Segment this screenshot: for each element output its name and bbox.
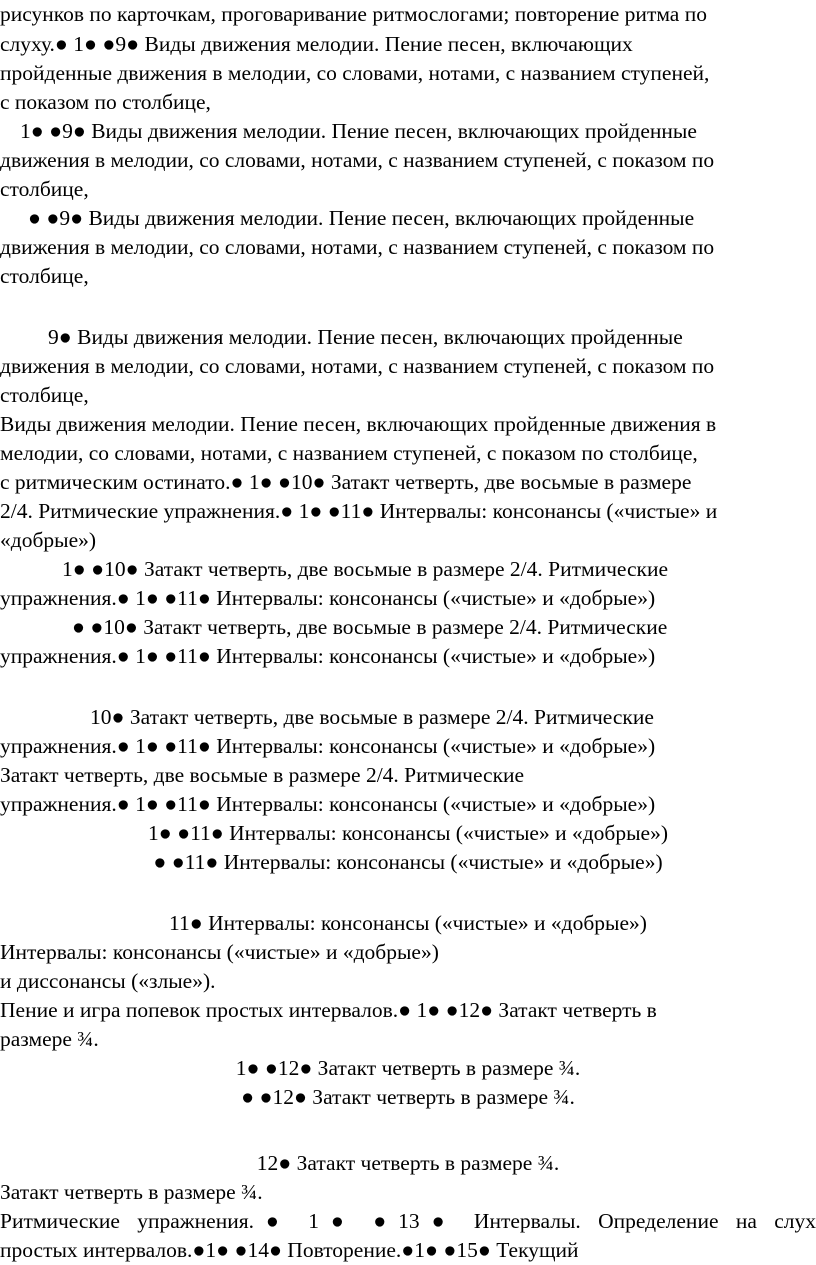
text-line-8: ● ●9● Виды движения мелодии. Пение песен, включающих пройденные — [28, 206, 695, 230]
text-line-39: простых интервалов.●1● ●14● Повторение.●1● ●15● Текущий — [0, 1238, 579, 1262]
text-line-26: упражнения.● 1● ●11● Интервалы: консонансы («чистые» и «добрые») — [0, 792, 656, 816]
text-line-30: Интервалы: консонансы («чистые» и «добрые») — [0, 940, 439, 964]
text-line-24: упражнения.● 1● ●11● Интервалы: консонансы («чистые» и «добрые») — [0, 734, 656, 758]
text-line-19: 1● ●10● Затакт четверть, две восьмые в размере 2/4. Ритмические — [62, 557, 669, 581]
text-line-35: ● ●12● Затакт четверть в размере ¾. — [241, 1085, 575, 1109]
text-line-11: 9● Виды движения мелодии. Пение песен, включающих пройденные — [48, 325, 683, 349]
text-line-20: упражнения.● 1● ●11● Интервалы: консонансы («чистые» и «добрые») — [0, 586, 656, 610]
text-line-1: рисунков по карточкам, проговаривание ритмослогами; повторение ритма по — [0, 2, 707, 26]
text-line-7: столбице, — [0, 177, 89, 201]
text-line-32: Пение и игра попевок простых интервалов.● 1● ●12● Затакт четверть в — [0, 998, 657, 1022]
text-line-16: с ритмическим остинато.● 1● ●10● Затакт четверть, две восьмые в размере — [0, 470, 692, 494]
text-line-10: столбице, — [0, 264, 89, 288]
text-line-33: размере ¾. — [0, 1027, 99, 1051]
text-line-14: Виды движения мелодии. Пение песен, включающих пройденные движения в — [0, 412, 717, 436]
text-line-27: 1● ●11● Интервалы: консонансы («чистые» и «добрые») — [147, 821, 668, 845]
text-line-3: пройденные движения в мелодии, со словами, нотами, с названием ступеней, — [0, 61, 710, 85]
text-line-25: Затакт четверть, две восьмые в размере 2/4. Ритмические — [0, 763, 525, 787]
text-line-15: мелодии, со словами, нотами, с названием ступеней, с показом по столбице, — [0, 441, 698, 465]
text-line-13: столбице, — [0, 383, 89, 407]
text-line-21: ● ●10● Затакт четверть, две восьмые в размере 2/4. Ритмические — [72, 615, 668, 639]
text-line-9: движения в мелодии, со словами, нотами, с названием ступеней, с показом по — [0, 235, 715, 259]
text-line-18: «добрые») — [0, 528, 97, 552]
text-line-12: движения в мелодии, со словами, нотами, с названием ступеней, с показом по — [0, 354, 715, 378]
text-line-23: 10● Затакт четверть, две восьмые в размере 2/4. Ритмические — [90, 705, 654, 729]
text-line-5: 1● ●9● Виды движения мелодии. Пение песен, включающих пройденные — [20, 119, 697, 143]
text-line-31: и диссонансы («злые»). — [0, 969, 216, 993]
text-line-28: ● ●11● Интервалы: консонансы («чистые» и «добрые») — [153, 850, 663, 874]
text-line-34: 1● ●12● Затакт четверть в размере ¾. — [235, 1056, 581, 1080]
text-line-22: упражнения.● 1● ●11● Интервалы: консонансы («чистые» и «добрые») — [0, 644, 656, 668]
text-line-38: Ритмические упражнения.● 1● ●13● Интервалы. Определение на слух — [0, 1209, 816, 1233]
text-line-17: 2/4. Ритмические упражнения.● 1● ●11● Интервалы: консонансы («чистые» и — [0, 499, 718, 523]
text-line-29: 11● Интервалы: консонансы («чистые» и «добрые») — [169, 911, 647, 935]
text-line-37: Затакт четверть в размере ¾. — [0, 1180, 263, 1204]
text-line-2: слуху.● 1● ●9● Виды движения мелодии. Пение песен, включающих — [0, 32, 633, 56]
text-line-6: движения в мелодии, со словами, нотами, с названием ступеней, с показом по — [0, 148, 715, 172]
text-line-36: 12● Затакт четверть в размере ¾. — [256, 1151, 560, 1175]
text-line-4: с показом по столбице, — [0, 90, 211, 114]
